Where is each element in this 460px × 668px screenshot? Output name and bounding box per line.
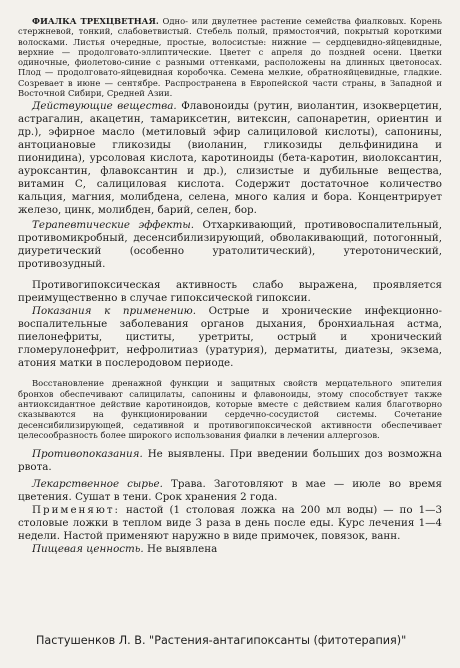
usage-paragraph	[18, 504, 442, 543]
source-citation: Пастушенков Л. В. "Растения-антагипоксанты (фитотерапия)"	[36, 634, 407, 647]
hypoxia-paragraph	[18, 279, 442, 305]
note-paragraph	[18, 378, 442, 440]
raw-material-paragraph	[18, 478, 442, 504]
indications-label: Показания к применению.	[32, 305, 196, 318]
usage-label: Применяют:	[32, 504, 121, 517]
active-substances-text: Флавоноиды (рутин, виолантин, изокверцетин, астрагалин, акацетин, тамариксетин, витексин, сапонаретин, ориентин и др.), эфирное масло (метиловый эфир салициловой кислоты), сапонины, антоциановые гликозиды (виоланин, гликозиды дельфинидина и пионидина), урсоловая кислота, каротиноиды (бета-каротин, виолоксантин, ауроксантин, флавоксантин и др.), слизистые и дубильные вещества, витамин С, салициловая кислота. Содержит достаточное количество кальция, магния, молибдена, селена, много калия и бора. Концентрирует железо, цинк, молибден, барий, селен, бор.	[18, 100, 442, 217]
food-value-paragraph	[18, 543, 442, 556]
therapeutic-effects-text: Отхаркивающий, противовоспалительный, противомикробный, десенсибилизирующий, обволакивающий, потогонный, диуретический (особенно уратолитический), утеротонический, противозудный.	[18, 219, 442, 271]
indications-text: Острые и хронические инфекционно-воспалительные заболевания органов дыхания, бронхиальная астма, пиелонефриты, циститы, уретриты, острый и хронический гломерулонефрит, нефролитиаз (уратурия), дерматиты, диатезы, экзема, атония матки в послеродовом периоде.	[18, 305, 442, 370]
contraindications-label: Противопоказания.	[32, 448, 143, 461]
indications-paragraph	[18, 305, 442, 370]
plant-description: Одно- или двулетнее растение семейства фиалковых. Корень стержневой, тонкий, слабоветвистый. Стебель полый, прямостоячий, покрытый короткими волосками. Листья очередные, простые, волосистые: нижние — сердцевидно-яйцевидные, верхние — продолговато-эллиптические. Цветет с апреля до поздней осени. Цветки одиночные, фиолетово-синие с разными оттенками, расположены на длинных цветоносах. Плод — продолговато-яйцевидная коробочка. Семена мелкие, обратнояйцевидные, гладкие. Созревает в июне — сентябре. Распространена в Европейской части страны, в Западной и Восточной Сибири, Средней Азии.	[18, 16, 442, 99]
therapeutic-effects-paragraph	[18, 219, 442, 271]
usage-text: настой (1 столовая ложка на 200 мл воды) — по 1—3 столовые ложки в теплом виде 3 раза в день после еды. Курс лечения 1—4 недели. Настой применяют наружно в виде примочек, повязок, ванн.	[18, 504, 442, 543]
contraindications-paragraph	[18, 448, 442, 474]
note-text: Восстановление дренажной функции и защитных свойств мерцательного эпителия бронхов обеспечивают салицилаты, сапонины и флавоноиды, этому способствует также антиоксидантное действие каротиноидов, которые вместе с действием калия благотворно сказываются на функционировании сердечно-сосудистой системы. Сочетание десенсибилизирующей, седативной и противогипоксической активности обеспечивает целесообразность более широкого использования фиалки в лечении аллергозов.	[18, 378, 442, 440]
contraindications-text: Не выявлены. При введении больших доз возможна рвота.	[18, 448, 442, 474]
raw-material-text: Трава. Заготовляют в мае — июле во время цветения. Сушат в тени. Срок хранения 2 года.	[18, 478, 442, 504]
active-substances-label: Действующие вещества.	[32, 100, 177, 113]
food-value-label: Пищевая ценность.	[32, 543, 144, 556]
hypoxia-text: Противогипоксическая активность слабо выражена, проявляется преимущественно в случае гипоксической гипоксии.	[18, 279, 442, 305]
active-substances-paragraph	[18, 100, 442, 217]
plant-heading: ФИАЛКА ТРЕХЦВЕТНАЯ.	[32, 16, 159, 26]
food-value-text: Не выявлена	[146, 543, 218, 556]
raw-material-label: Лекарственное сырье.	[32, 478, 163, 491]
intro-paragraph	[18, 16, 442, 98]
therapeutic-effects-label: Терапевтические эффекты.	[32, 219, 195, 232]
